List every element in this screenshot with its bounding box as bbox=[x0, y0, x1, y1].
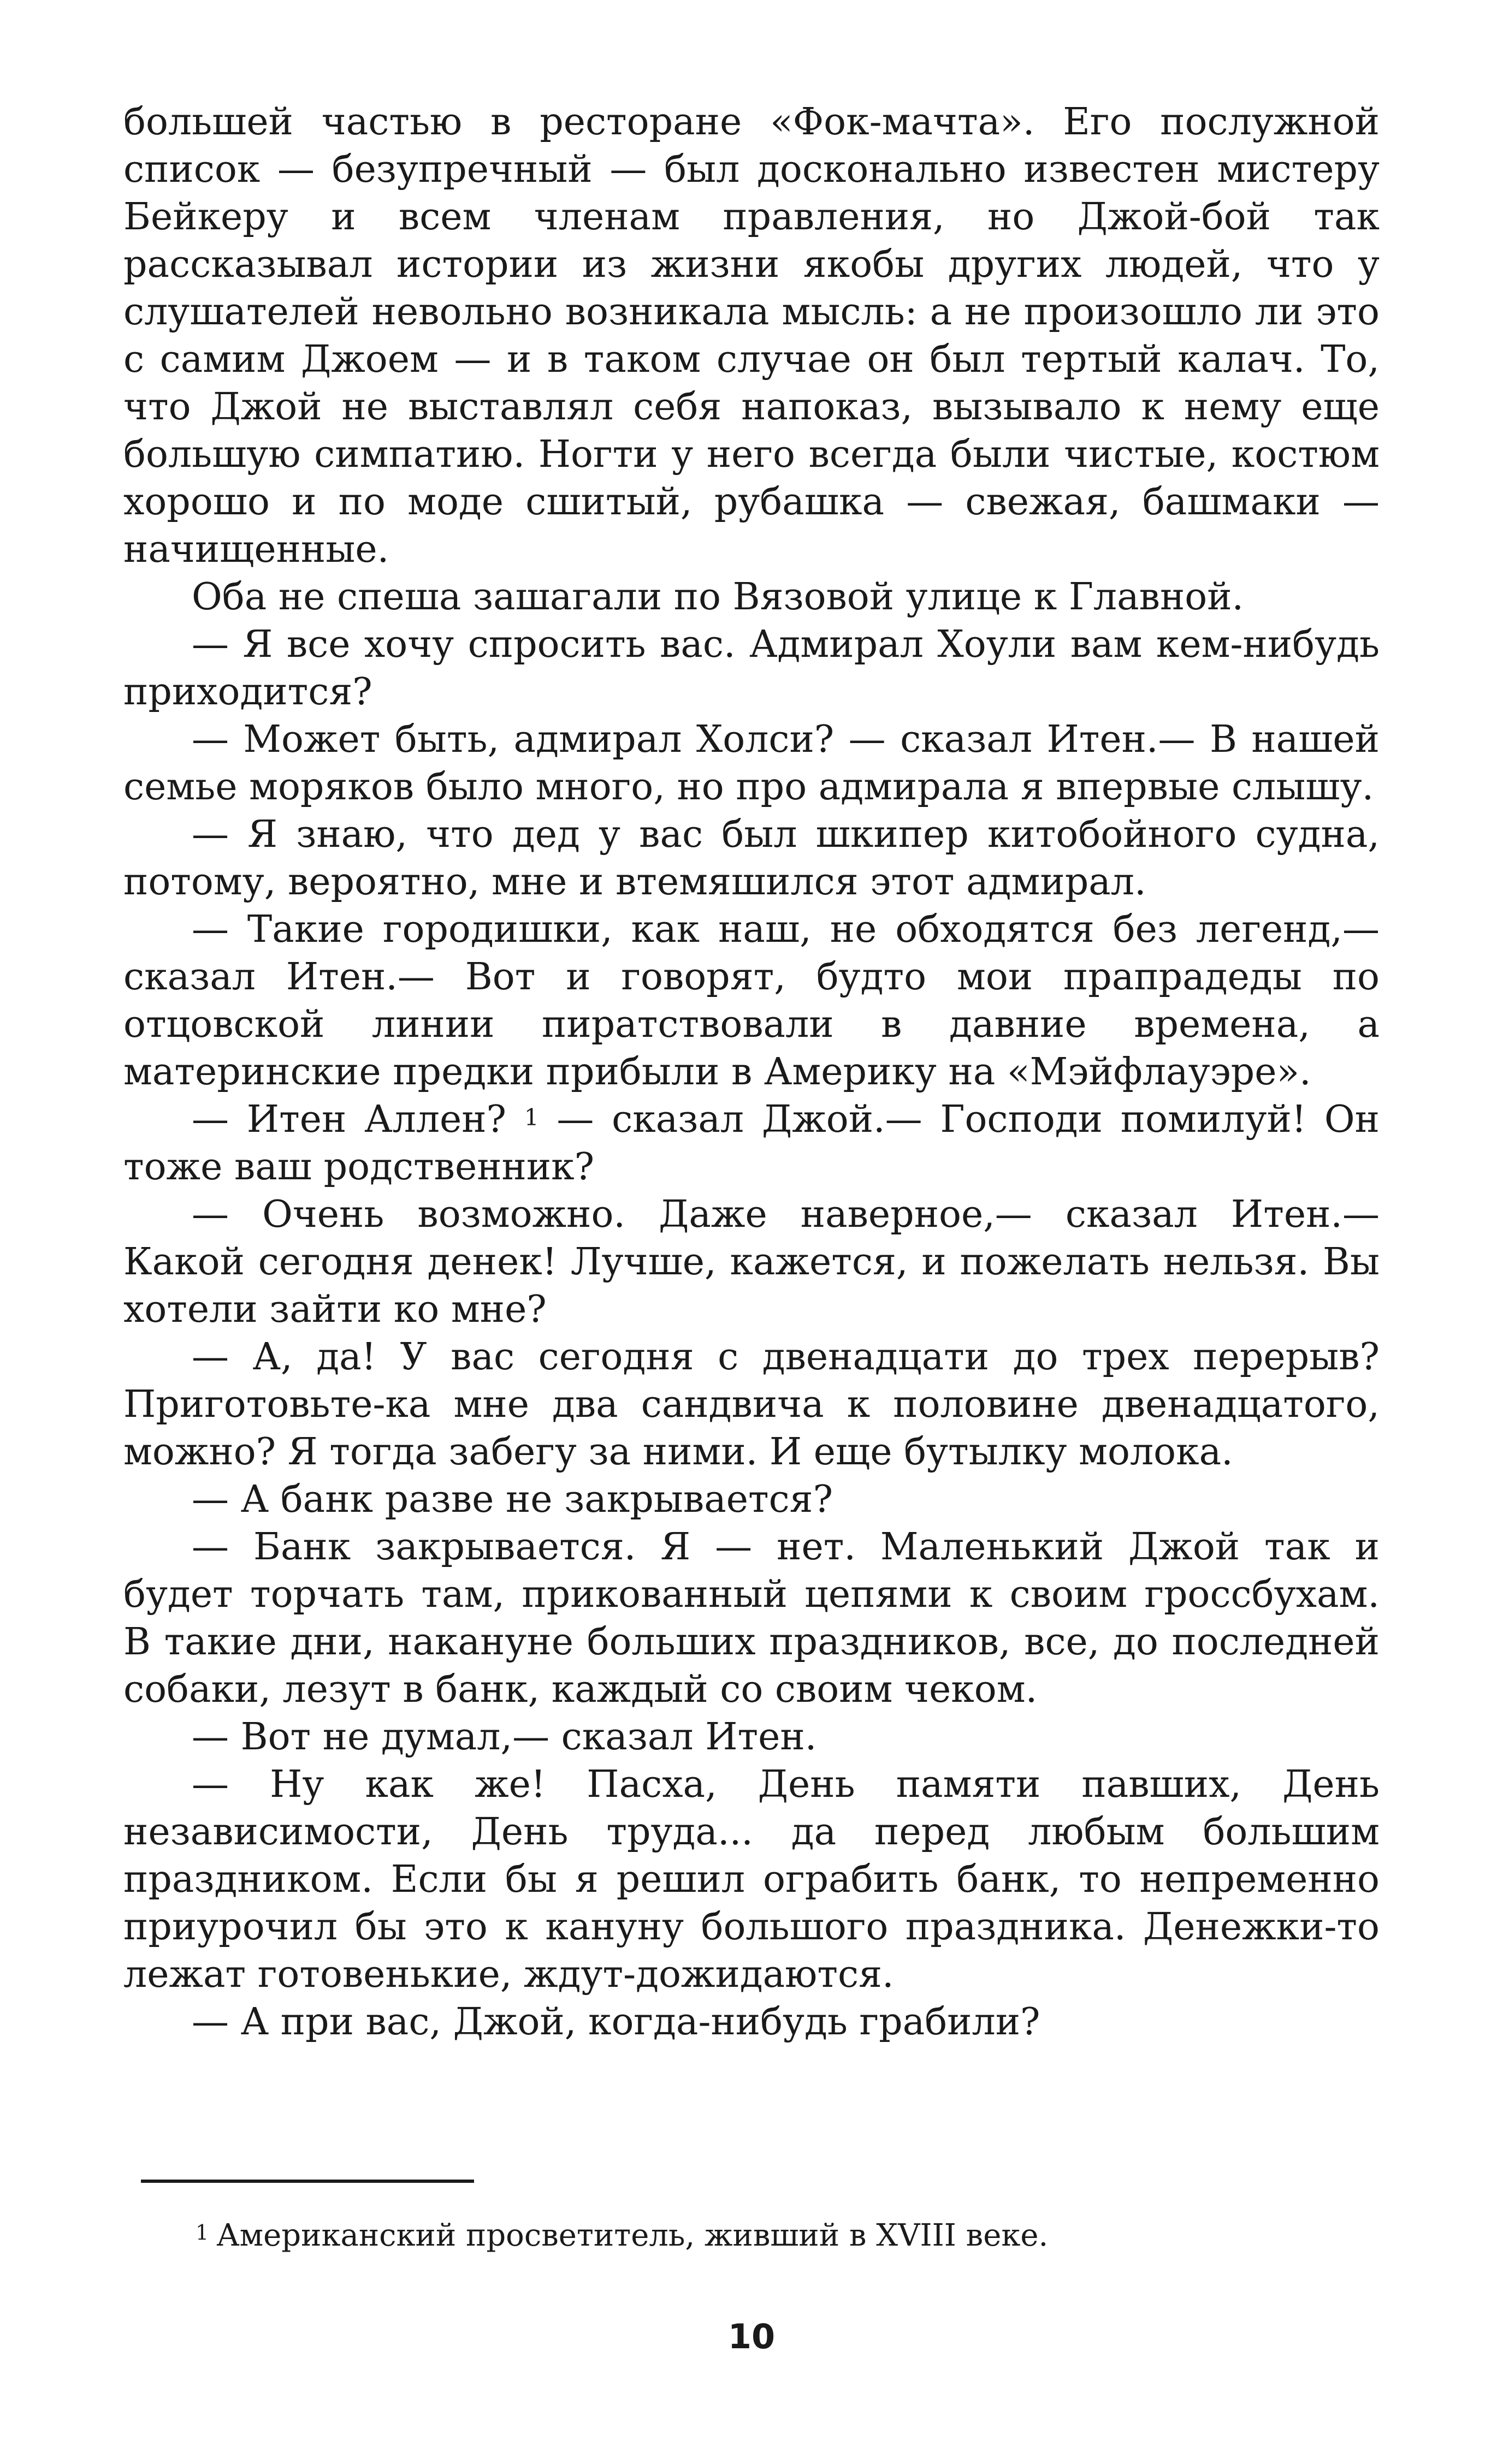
dialogue-line: — А, да! У вас сегодня с двенадцати до трех перерыв? Приготовьте-ка мне два сандвича к половине двенадцатого, можно? Я тогда забегу за ними. И еще бутылку молока. bbox=[123, 1335, 1380, 1474]
dialogue-line: — А при вас, Джой, когда-нибудь грабили? bbox=[192, 2000, 1040, 2044]
footnote-text: Американский просветитель, живший в XVIII веке. bbox=[216, 2218, 1049, 2253]
paragraph: Оба не спеша зашагали по Вязовой улице к Главной. bbox=[192, 575, 1244, 619]
dialogue-line: — Банк закрывается. Я — нет. Маленький Джой так и будет торчать там, прикованный цепями к своим гроссбухам. В такие дни, накануне больших праздников, все, до последней собаки, лезут в банк, каждый со своим чеком. bbox=[123, 1525, 1380, 1711]
footnote-reference: 1 bbox=[524, 1104, 539, 1131]
dialogue-line: — Я знаю, что дед у вас был шкипер китобойного судна, потому, вероятно, мне и втемяшился этот адмирал. bbox=[123, 813, 1380, 904]
dialogue-line: — Такие городишки, как наш, не обходятся без легенд,— сказал Итен.— Вот и говорят, будто мои прапрадеды по отцовской линии пиратствовали в давние времена, а материнские предки прибыли в Америку на «Мэйфлауэре». bbox=[123, 908, 1380, 1094]
dialogue-line: — Очень возможно. Даже наверное,— сказал Итен.— Какой сегодня денек! Лучше, кажется, и пожелать нельзя. Вы хотели зайти ко мне? bbox=[123, 1193, 1380, 1331]
dialogue-line: — Я все хочу спросить вас. Адмирал Хоули вам кем-нибудь приходится? bbox=[123, 623, 1380, 714]
paragraph-continuation: большей частью в ресторане «Фок-мачта». Его послужной список — безупречный — был досконально известен мистеру Бейкеру и всем членам правления, но Джой-бой так рассказывал истории из жизни якобы других людей, что у слушателей невольно возникала мысль: а не произошло ли это с самим Джоем — и в таком случае он был тертый калач. То, что Джой не выставлял себя напоказ, вызывало к нему еще большую симпатию. Ногти у него всегда были чистые, костюм хорошо и по моде сшитый, рубашка — свежая, башмаки — начищенные. bbox=[123, 100, 1380, 571]
footnote bbox=[196, 2217, 1342, 2255]
dialogue-text: — сказал Джой.— Господи помилуй! Он тоже ваш родственник? bbox=[123, 1098, 1380, 1189]
body-text bbox=[123, 98, 1380, 2046]
page-number: 10 bbox=[727, 2317, 776, 2356]
dialogue-text: — Итен Аллен? bbox=[192, 1098, 507, 1141]
dialogue-line: — А банк разве не закрывается? bbox=[192, 1478, 833, 1521]
dialogue-line: — Вот не думал,— сказал Итен. bbox=[192, 1715, 817, 1759]
footnote-divider bbox=[141, 2180, 474, 2183]
dialogue-line: — Может быть, адмирал Холси? — сказал Итен.— В нашей семье моряков было много, но про адмирала я впервые слышу. bbox=[123, 718, 1380, 809]
footnote-mark: 1 bbox=[196, 2220, 209, 2245]
dialogue-line: — Ну как же! Пасха, День памяти павших, День независимости, День труда... да перед любым большим праздником. Если бы я решил ограбить банк, то непременно приурочил бы это к кануну большого праздника. Денежки-то лежат готовенькие, ждут-дожидаются. bbox=[123, 1763, 1380, 1996]
dialogue-line-with-footnote bbox=[123, 1096, 1380, 1191]
